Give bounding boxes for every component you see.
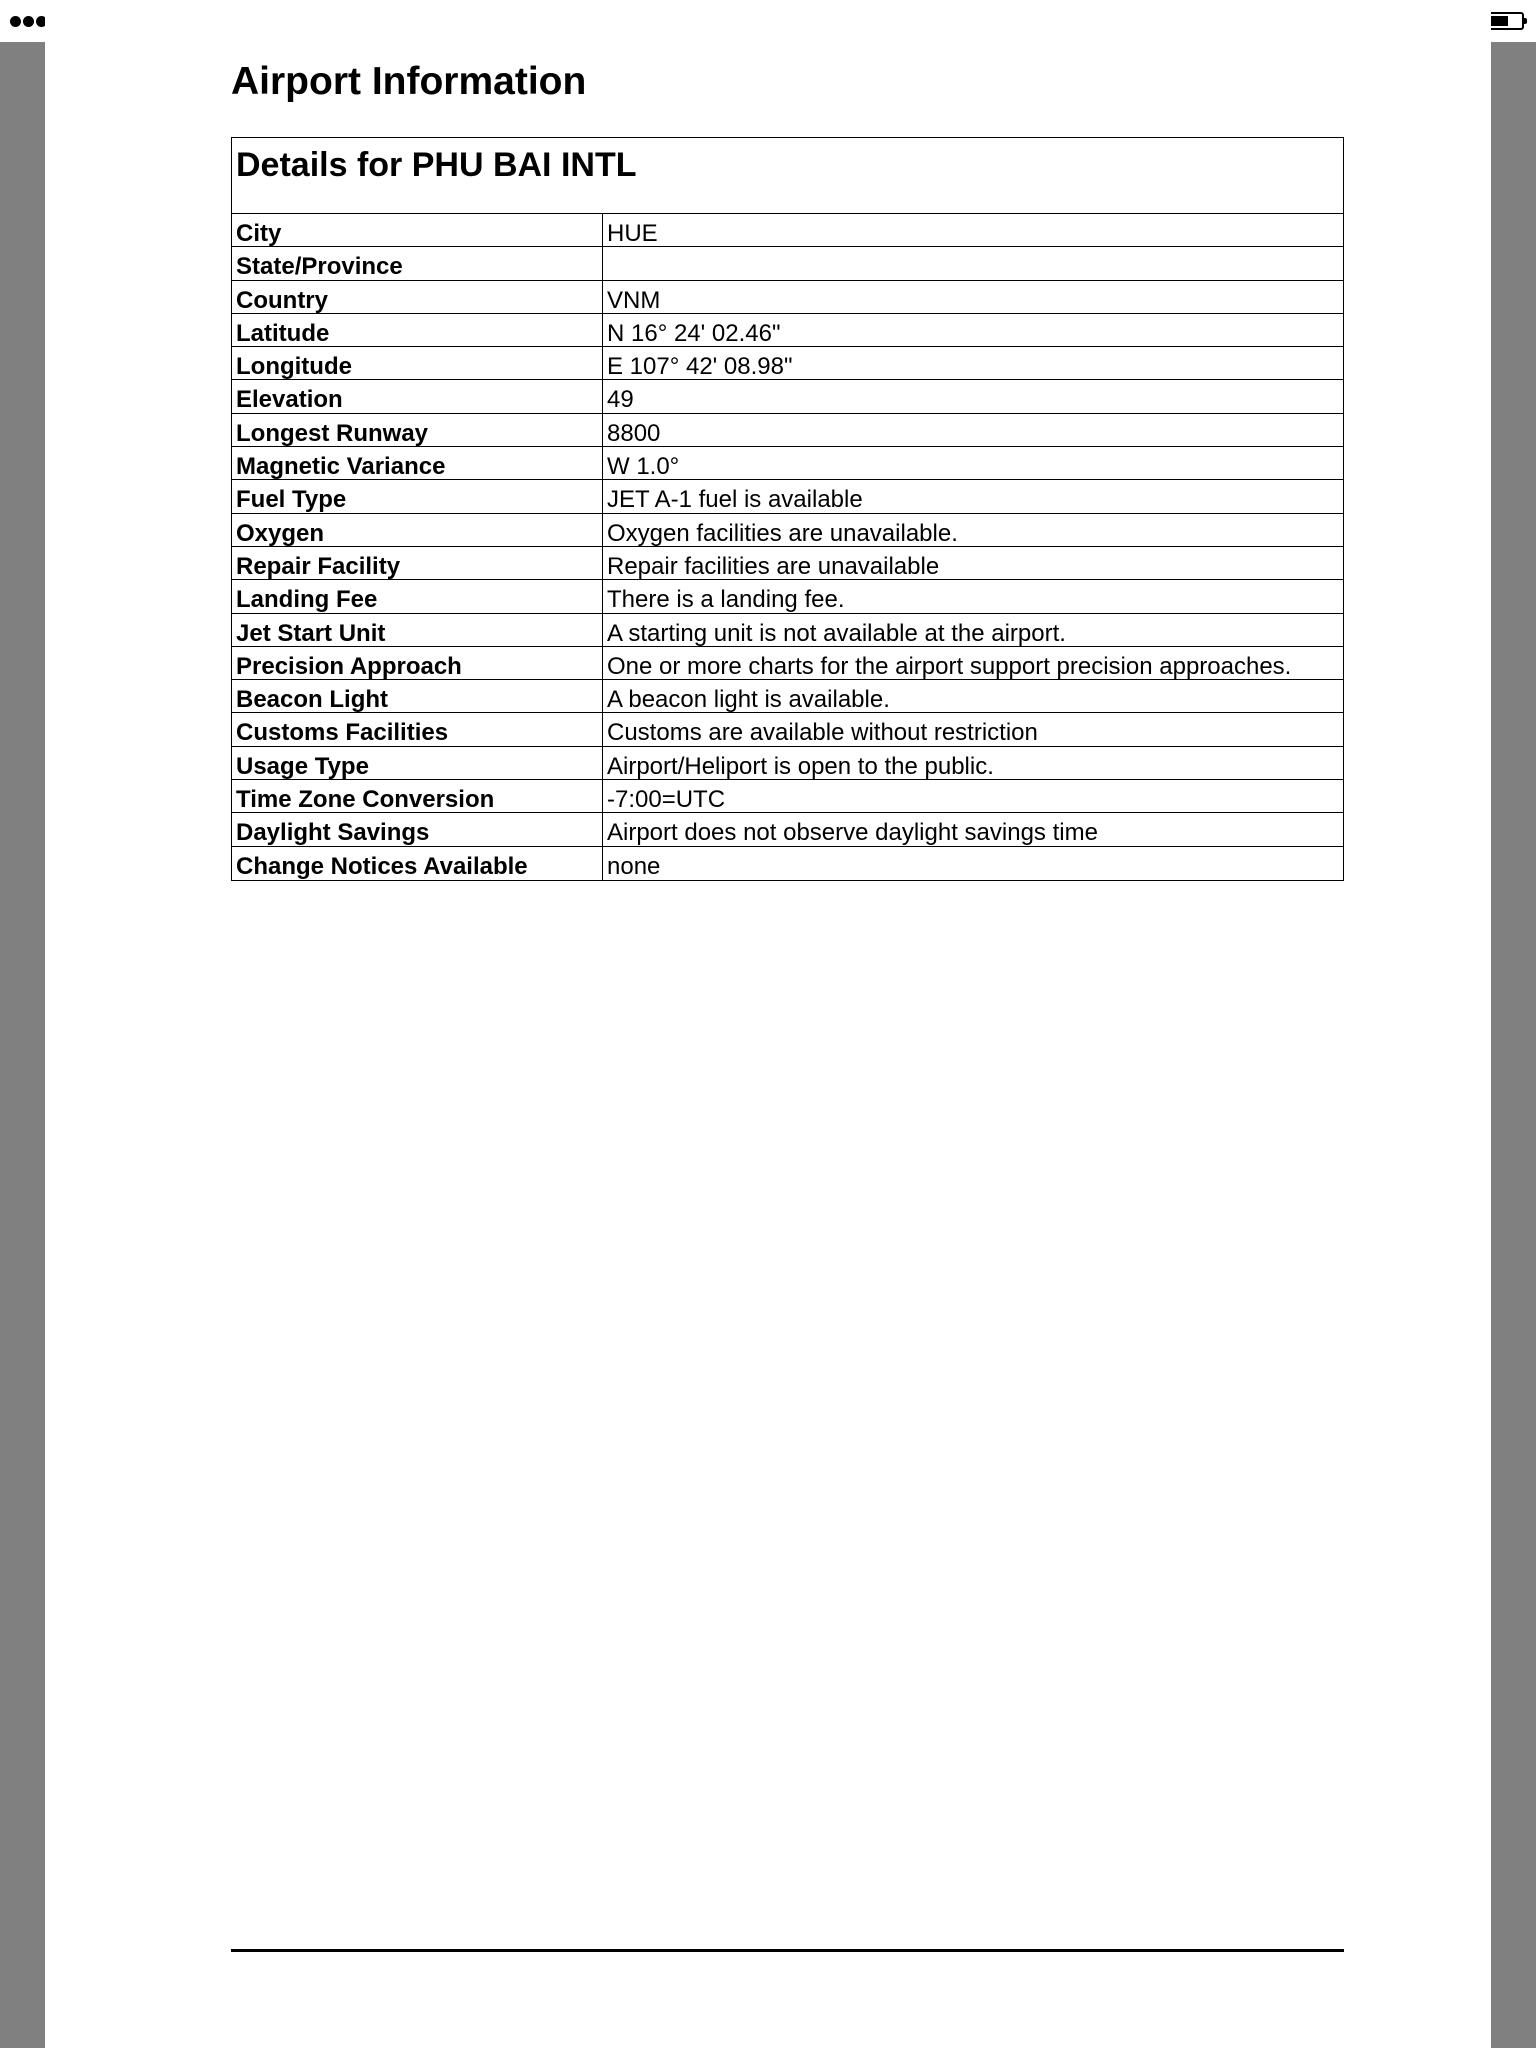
row-label: Latitude xyxy=(232,314,603,346)
table-row xyxy=(232,214,1343,247)
row-label: Time Zone Conversion xyxy=(232,780,603,812)
table-row xyxy=(232,514,1343,547)
row-value: A starting unit is not available at the airport. xyxy=(607,619,1066,646)
row-value: VNM xyxy=(607,286,661,313)
row-label: Daylight Savings xyxy=(232,813,603,845)
row-label: Oxygen xyxy=(232,514,603,546)
table-row xyxy=(232,247,1343,280)
table-row xyxy=(232,747,1343,780)
table-row xyxy=(232,647,1343,680)
table-row xyxy=(232,347,1343,380)
row-value: -7:00=UTC xyxy=(607,786,726,813)
table-row xyxy=(232,580,1343,613)
row-value: HUE xyxy=(607,220,658,247)
row-label: Usage Type xyxy=(232,747,603,779)
table-row xyxy=(232,314,1343,347)
row-value: A beacon light is available. xyxy=(607,686,890,713)
details-rows xyxy=(232,214,1343,880)
row-label: Elevation xyxy=(232,380,603,412)
row-value: Customs are available without restriction xyxy=(607,719,1038,746)
table-row xyxy=(232,713,1343,746)
table-row xyxy=(232,480,1343,513)
row-value: JET A-1 fuel is available xyxy=(607,486,863,513)
row-label: Change Notices Available xyxy=(232,847,603,880)
table-row xyxy=(232,813,1343,846)
row-value: There is a landing fee. xyxy=(607,586,845,613)
row-value: Repair facilities are unavailable xyxy=(607,552,940,580)
row-value: 8800 xyxy=(607,419,661,447)
table-row xyxy=(232,680,1343,713)
row-label: Magnetic Variance xyxy=(232,447,603,479)
row-value: E 107° 42' 08.98" xyxy=(607,353,793,380)
table-row xyxy=(232,447,1343,480)
table-row xyxy=(232,414,1343,447)
page-title: Airport Information xyxy=(231,60,587,103)
row-value xyxy=(603,247,1343,279)
row-value: Airport does not observe daylight savings time xyxy=(607,819,1098,846)
row-label: Repair Facility xyxy=(232,547,603,579)
table-row xyxy=(232,380,1343,413)
row-label: Country xyxy=(232,281,603,313)
row-label: Beacon Light xyxy=(232,680,603,712)
row-value: none xyxy=(607,852,661,880)
row-label: State/Province xyxy=(232,247,603,279)
row-label: Longitude xyxy=(232,347,603,379)
row-label: Fuel Type xyxy=(232,480,603,512)
row-label: City xyxy=(232,214,603,246)
table-row xyxy=(232,547,1343,580)
row-label: Landing Fee xyxy=(232,580,603,612)
row-label: Longest Runway xyxy=(232,414,603,446)
row-value: One or more charts for the airport support precision approaches. xyxy=(607,652,1292,680)
airport-details-table xyxy=(231,137,1344,881)
row-value: 49 xyxy=(607,386,634,413)
row-label: Jet Start Unit xyxy=(232,614,603,646)
row-value: Airport/Heliport is open to the public. xyxy=(607,752,994,780)
row-label: Customs Facilities xyxy=(232,713,603,745)
row-label: Precision Approach xyxy=(232,647,603,679)
table-row xyxy=(232,614,1343,647)
page-bottom-divider xyxy=(231,1949,1344,1952)
row-value: Oxygen facilities are unavailable. xyxy=(607,519,958,546)
table-row xyxy=(232,780,1343,813)
table-row xyxy=(232,281,1343,314)
table-row xyxy=(232,847,1343,880)
details-title: Details for PHU BAI INTL xyxy=(232,138,1343,214)
row-value: W 1.0° xyxy=(607,453,680,480)
row-value: N 16° 24' 02.46" xyxy=(607,319,781,347)
